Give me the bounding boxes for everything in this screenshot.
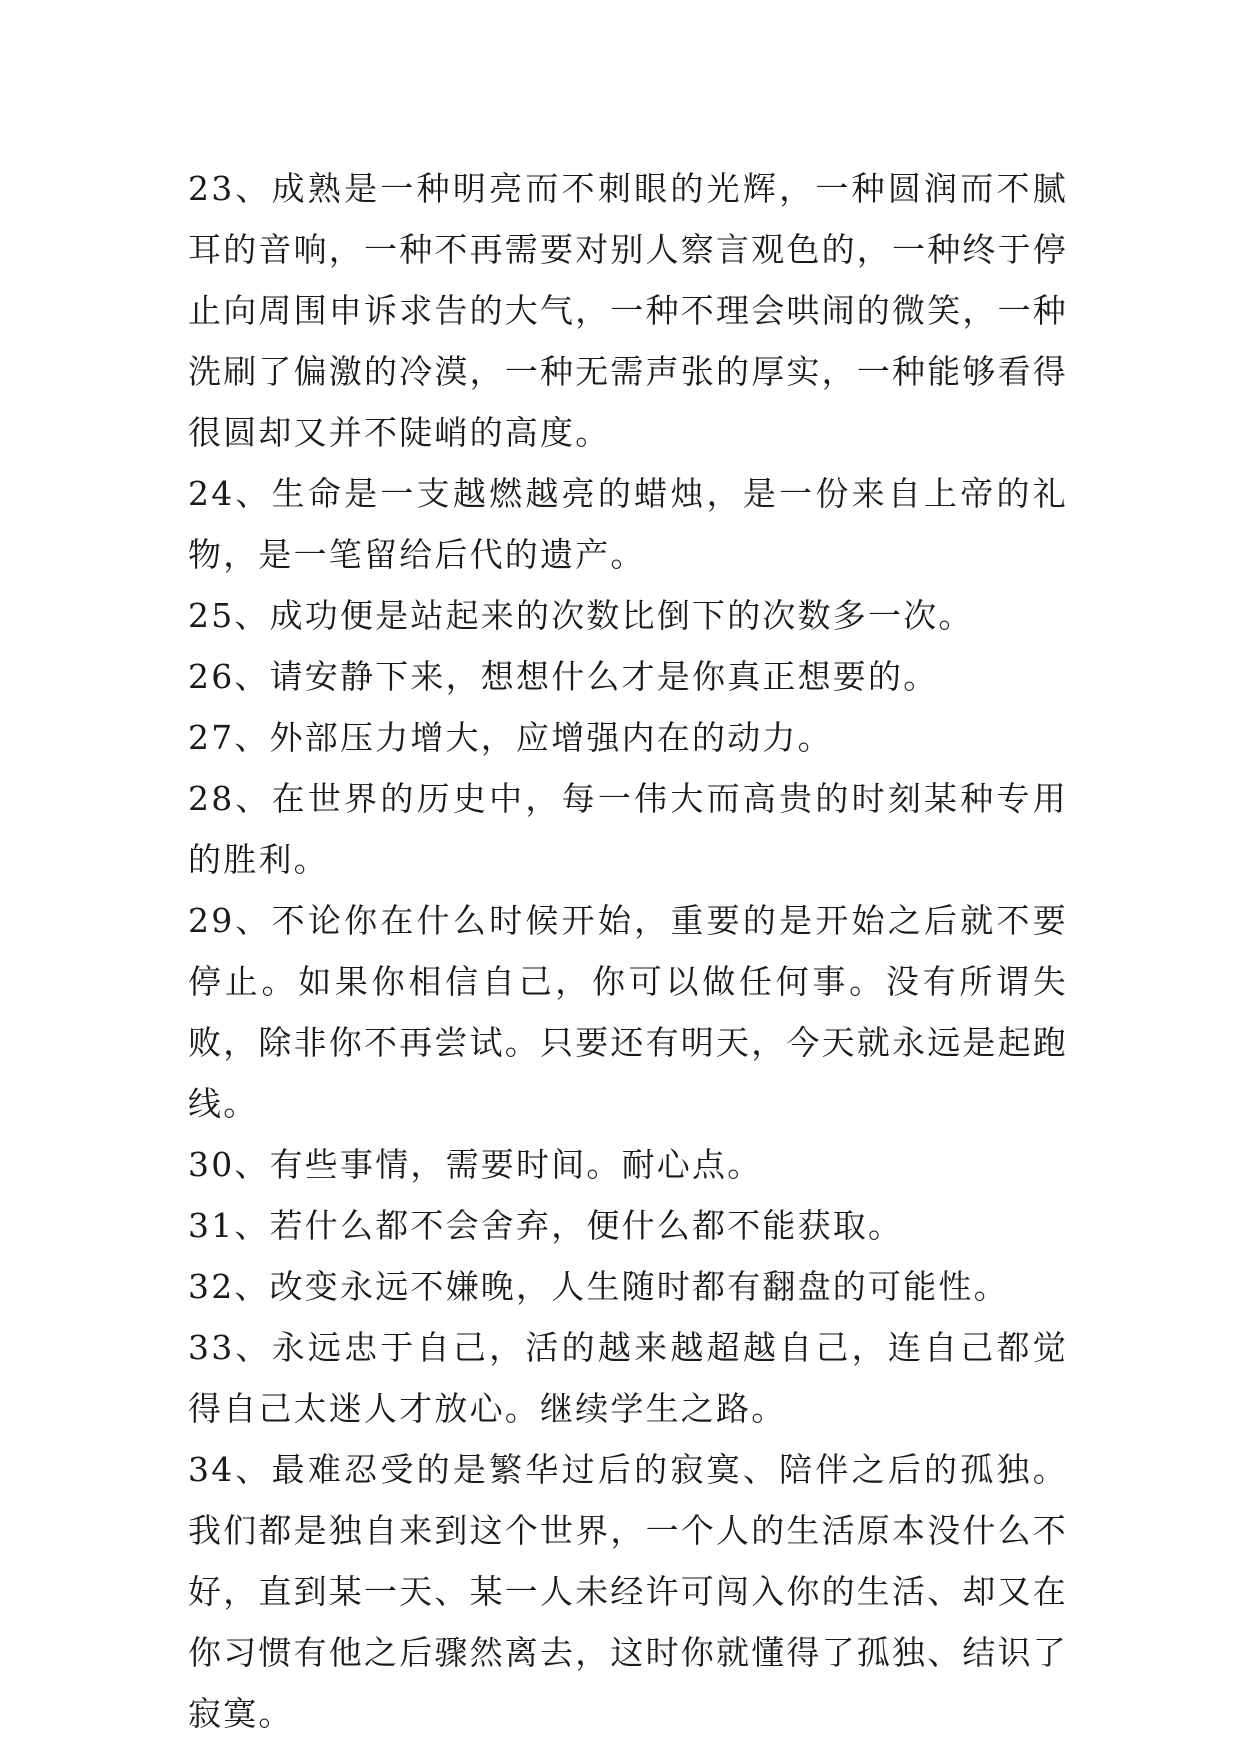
paragraph-24: 24、生命是一支越燃越亮的蜡烛，是一份来自上帝的礼物，是一笔留给后代的遗产。 [188, 474, 1068, 574]
paragraph-27: 27、外部压力增大，应增强内在的动力。 [188, 718, 833, 757]
paragraph-29: 29、不论你在什么时候开始，重要的是开始之后就不要停止。如果你相信自己，你可以做任何事。没有所谓失败，除非你不再尝试。只要还有明天，今天就永远是起跑线。 [188, 901, 1068, 1123]
paragraph-34: 34、最难忍受的是繁华过后的寂寞、陪伴之后的孤独。我们都是独自来到这个世界，一个人的生活原本没什么不好，直到某一天、某一人未经许可闯入你的生活、却又在你习惯有他之后骤然离去，这时你就懂得了孤独、结识了寂寞。 [188, 1450, 1068, 1733]
paragraph-25: 25、成功便是站起来的次数比倒下的次数多一次。 [188, 596, 974, 635]
paragraph-23: 23、成熟是一种明亮而不刺眼的光辉，一种圆润而不腻耳的音响，一种不再需要对别人察言观色的，一种终于停止向周围申诉求告的大气，一种不理会哄闹的微笑，一种洗刷了偏激的冷漠，一种无需声张的厚实，一种能够看得很圆却又并不陡峭的高度。 [188, 169, 1068, 452]
paragraph-33: 33、永远忠于自己，活的越来越超越自己，连自己都觉得自己太迷人才放心。继续学生之路。 [188, 1328, 1068, 1428]
document-body [188, 158, 1068, 1744]
paragraph-28: 28、在世界的历史中，每一伟大而高贵的时刻某种专用的胜利。 [188, 779, 1068, 879]
paragraph-31: 31、若什么都不会舍弃，便什么都不能获取。 [188, 1206, 904, 1245]
paragraph-30: 30、有些事情，需要时间。耐心点。 [188, 1145, 763, 1184]
paragraph-26: 26、请安静下来，想想什么才是你真正想要的。 [188, 657, 939, 696]
paragraph-32: 32、改变永远不嫌晚，人生随时都有翻盘的可能性。 [188, 1267, 1009, 1306]
